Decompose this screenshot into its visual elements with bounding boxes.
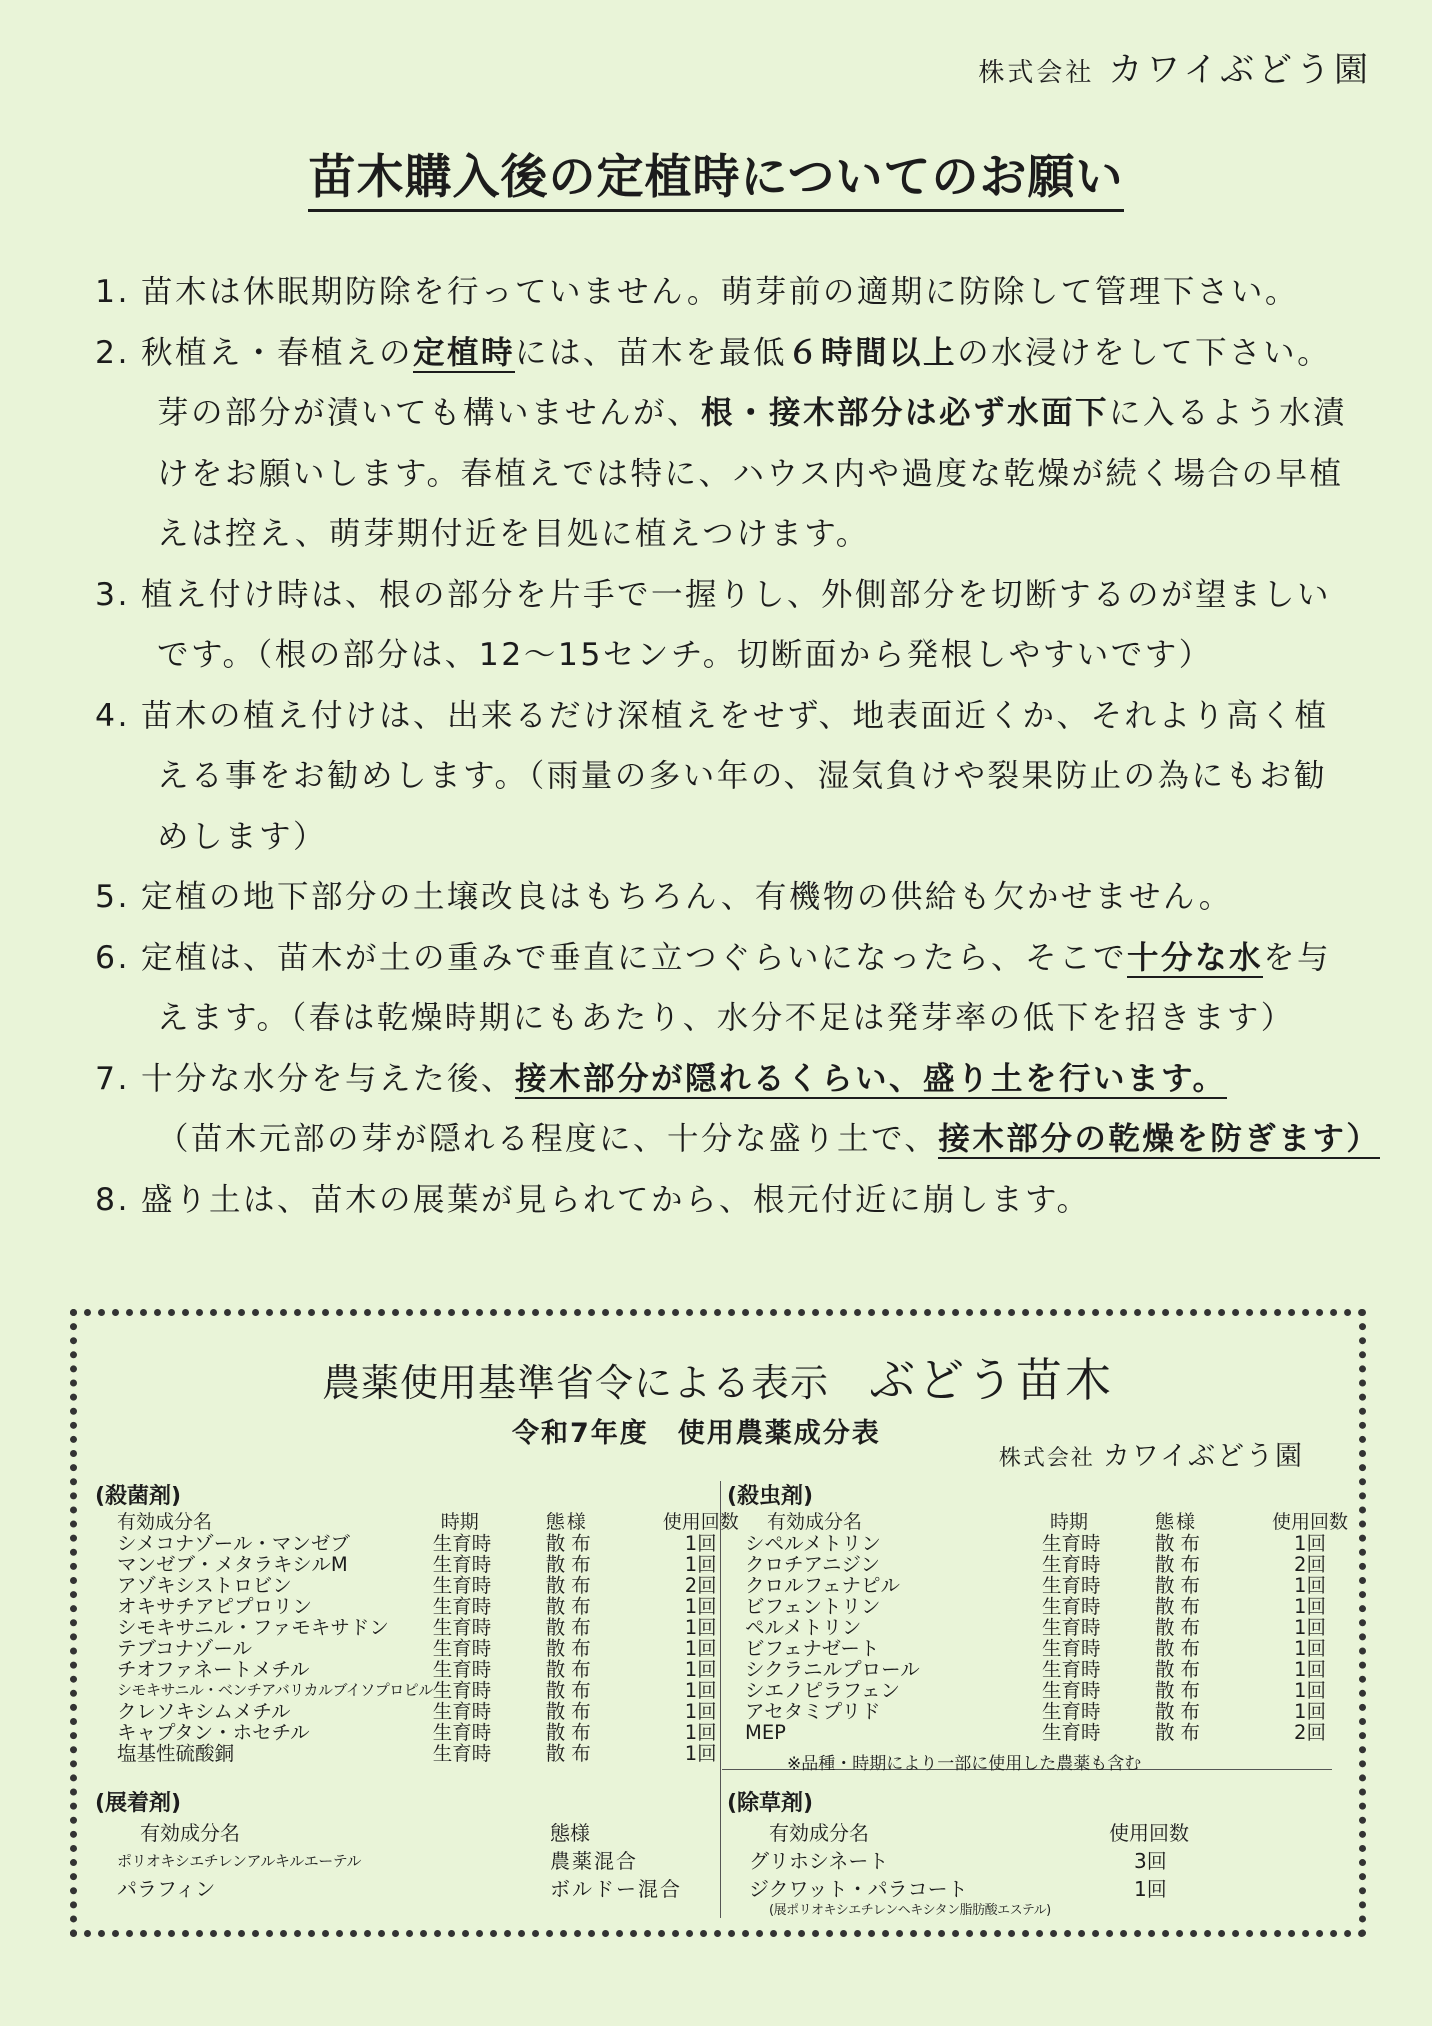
table-row (95, 1659, 746, 1680)
table-row (727, 1659, 1355, 1680)
note-number: 3. (95, 576, 131, 613)
period-cell: 生育時 (432, 1637, 492, 1660)
table-row (95, 1554, 746, 1575)
spreader-table (95, 1819, 690, 1903)
note-line: 苗木の植え付けは、出来るだけ深植えをせず、地表面近くか、それより高く植 (141, 697, 1329, 734)
period-cell: 生育時 (432, 1595, 492, 1618)
company-name-header (978, 42, 1372, 91)
form-cell: 散布 (545, 1742, 597, 1765)
fungicide-table (95, 1512, 746, 1764)
ingredient-cell: MEP (745, 1721, 786, 1744)
form-cell: 散布 (1155, 1658, 1207, 1681)
period-cell: 生育時 (432, 1574, 492, 1597)
insecticide-table (727, 1512, 1355, 1743)
ingredient-cell: クロルフェナピル (745, 1574, 901, 1597)
note-line: 定植は、苗木が土の重みで垂直に立つぐらいになったら、そこで十分な水を与 (141, 939, 1332, 976)
count-cell: 1回 (684, 1700, 717, 1723)
period-cell: 生育時 (1042, 1679, 1101, 1702)
form-cell: 散布 (1155, 1616, 1207, 1639)
note-item (95, 262, 1365, 323)
table-row (95, 1875, 690, 1903)
ingredient-cell: シクラニルプロール (745, 1658, 920, 1681)
form-cell: 散布 (1155, 1574, 1207, 1597)
note-line: 苗木は休眠期防除を行っていません。萌芽前の適期に防除して管理下さい。 (141, 274, 1299, 310)
table-row (727, 1575, 1355, 1596)
ingredient-cell: グリホシネート (749, 1849, 889, 1873)
count-cell: 1回 (684, 1637, 717, 1660)
period-cell: 生育時 (1042, 1658, 1101, 1681)
count-cell: 2回 (684, 1574, 717, 1597)
table-row (95, 1533, 746, 1554)
table-row (727, 1554, 1355, 1575)
form-cell: 散布 (545, 1595, 597, 1618)
note-line: えは控え、萌芽期付近を目処に植えつけます。 (157, 516, 870, 552)
note-item (95, 867, 1365, 928)
form-cell: 散布 (545, 1574, 597, 1597)
spreader-heading: (展着剤) (95, 1791, 182, 1816)
note-line: 定植の地下部分の土壌改良はもちろん、有機物の供給も欠かせません。 (141, 879, 1233, 915)
table-row (95, 1680, 746, 1701)
note-item (95, 1170, 1365, 1231)
form-cell: 散布 (545, 1616, 597, 1639)
table-row (727, 1533, 1355, 1554)
period-cell: 生育時 (432, 1742, 492, 1765)
table-header-row: 有効成分名 使用回数 (769, 1821, 1189, 1845)
table-header-row: 有効成分名 態様 (140, 1821, 590, 1845)
table-row (95, 1617, 746, 1638)
ingredient-cell: チオファネートメチル (117, 1658, 310, 1681)
ingredient-cell: アセタミプリド (745, 1700, 881, 1723)
form-cell: 散布 (545, 1637, 597, 1660)
ingredient-cell: テブコナゾール (117, 1637, 252, 1660)
note-line: めします） (157, 818, 328, 855)
table-header-row: 有効成分名 時期 態様 使用回数 (767, 1511, 1348, 1533)
note-line: です。（根の部分は、12～15センチ。切断面から発根しやすいです） (157, 637, 1213, 673)
note-number: 4. (95, 697, 131, 734)
insecticide-heading: (殺虫剤) (727, 1484, 814, 1509)
herbicide-note: (展ポリオキシエチレンヘキシタン脂肪酸エステル) (769, 1903, 1051, 1918)
herbicide-section (727, 1786, 1249, 1918)
table-row (95, 1596, 746, 1617)
form-cell: 農薬混合 (550, 1849, 638, 1873)
note-line: 十分な水分を与えた後、接木部分が隠れるくらい、盛り土を行います。 (141, 1060, 1227, 1097)
ingredient-cell: ポリオキシエチレンアルキルエーテル (117, 1852, 362, 1870)
count-cell: 1回 (684, 1658, 717, 1681)
period-cell: 生育時 (1042, 1700, 1101, 1723)
period-cell: 生育時 (432, 1658, 492, 1681)
company-name: カワイぶどう園 (1108, 50, 1372, 90)
note-line: けをお願いします。春植えでは特に、ハウス内や過度な乾燥が続く場合の早植 (157, 455, 1344, 492)
count-cell: 1回 (1294, 1700, 1326, 1723)
form-cell: ボルドー混合 (550, 1877, 682, 1901)
ingredient-cell: キャプタン・ホセチル (117, 1721, 310, 1744)
note-line: 盛り土は、苗木の展葉が見られてから、根元付近に崩します。 (141, 1181, 1091, 1218)
count-cell: 2回 (1294, 1553, 1326, 1576)
note-number: 6. (95, 939, 131, 976)
table-row (727, 1596, 1355, 1617)
ingredient-cell: シペルメトリン (745, 1532, 881, 1555)
ingredient-cell: クレソキシムメチル (117, 1700, 291, 1723)
table-row (95, 1638, 746, 1659)
count-cell: 1回 (1294, 1595, 1326, 1618)
ingredient-cell: クロチアニジン (745, 1553, 881, 1576)
period-cell: 生育時 (1042, 1637, 1101, 1660)
table-row (727, 1680, 1355, 1701)
spreader-section (95, 1786, 690, 1903)
ingredient-cell: アゾキシストロビン (117, 1574, 292, 1597)
ingredient-cell: シモキサニル・ファモキサドン (117, 1616, 389, 1639)
ingredient-cell: ペルメトリン (745, 1616, 862, 1639)
note-number: 5. (95, 879, 131, 915)
form-cell: 散布 (545, 1679, 597, 1702)
table-row (95, 1847, 690, 1875)
fungicide-heading: (殺菌剤) (95, 1484, 182, 1509)
form-cell: 散布 (1155, 1700, 1207, 1723)
pesticide-info-box (70, 1309, 1366, 1937)
table-row (727, 1847, 1249, 1875)
ingredient-cell: オキサチアピプロリン (117, 1595, 313, 1618)
page-title: 苗木購入後の定植時についてのお願い (0, 140, 1432, 207)
count-cell: 1回 (1294, 1574, 1326, 1597)
count-cell: 1回 (1294, 1679, 1326, 1702)
table-row (727, 1722, 1355, 1743)
count-cell: 1回 (684, 1679, 717, 1702)
ingredient-cell: ビフェントリン (745, 1595, 881, 1618)
table-row (727, 1701, 1355, 1722)
note-item (95, 686, 1365, 868)
count-cell: 1回 (684, 1595, 717, 1618)
form-cell: 散布 (1155, 1553, 1207, 1576)
count-cell: 1回 (1294, 1616, 1326, 1639)
period-cell: 生育時 (432, 1553, 492, 1576)
note-line: える事をお勧めします。（雨量の多い年の、湿気負けや裂果防止の為にもお勧 (157, 758, 1328, 794)
count-cell: 1回 (1134, 1877, 1167, 1901)
form-cell: 散布 (545, 1553, 597, 1576)
fungicide-section (95, 1479, 746, 1764)
period-cell: 生育時 (432, 1532, 492, 1555)
table-row (95, 1743, 746, 1764)
herbicide-heading: (除草剤) (727, 1791, 814, 1816)
note-item (95, 1049, 1381, 1170)
form-cell: 散布 (1155, 1595, 1207, 1618)
period-cell: 生育時 (1042, 1721, 1101, 1744)
table-row (95, 1701, 746, 1722)
note-item (95, 565, 1365, 686)
count-cell: 1回 (684, 1742, 717, 1765)
form-cell: 散布 (1155, 1637, 1207, 1660)
ingredient-cell: ビフェナゼート (745, 1637, 880, 1660)
table-row (95, 1575, 746, 1596)
note-line: 芽の部分が漬いても構いませんが、根・接木部分は必ず水面下に入るよう水漬 (157, 395, 1348, 431)
herbicide-table (727, 1819, 1249, 1903)
note-line: 植え付け時は、根の部分を片手で一握りし、外側部分を切断するのが望ましい (141, 576, 1332, 613)
period-cell: 生育時 (1042, 1595, 1101, 1618)
count-cell: 1回 (1294, 1637, 1326, 1660)
ingredient-cell: マンゼブ・メタラキシルM (117, 1553, 348, 1576)
count-cell: 1回 (1294, 1532, 1326, 1555)
ingredient-cell: 塩基性硫酸銅 (117, 1742, 235, 1765)
note-number: 8. (95, 1181, 131, 1218)
box-company: 株式会社 カワイぶどう園 (998, 1441, 1304, 1472)
form-cell: 散布 (1155, 1721, 1207, 1744)
ingredient-cell: シメコナゾール・マンゼブ (117, 1532, 350, 1555)
note-number: 2. (95, 334, 131, 371)
count-cell: 3回 (1134, 1849, 1167, 1873)
box-title-product: ぶどう苗木 (869, 1353, 1114, 1407)
form-cell: 散布 (1155, 1532, 1207, 1555)
period-cell: 生育時 (432, 1700, 492, 1723)
form-cell: 散布 (545, 1658, 597, 1681)
box-title: 農薬使用基準省令による表示 ぶどう苗木 (321, 1353, 1114, 1407)
insecticide-section (727, 1479, 1355, 1774)
note-item (95, 323, 1365, 565)
form-cell: 散布 (545, 1532, 597, 1555)
notes-list (95, 262, 1381, 1230)
period-cell: 生育時 (1042, 1574, 1101, 1597)
period-cell: 生育時 (432, 1616, 492, 1639)
form-cell: 散布 (1155, 1679, 1207, 1702)
note-number: 1. (95, 274, 131, 310)
note-line: えます。（春は乾燥時期にもあたり、水分不足は発芽率の低下を招きます） (157, 1000, 1295, 1036)
count-cell: 2回 (1294, 1721, 1326, 1744)
count-cell: 1回 (684, 1553, 717, 1576)
box-subtitle: 令和7年度 使用農薬成分表 (512, 1418, 881, 1449)
count-cell: 1回 (1294, 1658, 1326, 1681)
count-cell: 1回 (684, 1721, 717, 1744)
note-line: （苗木元部の芽が隠れる程度に、十分な盛り土で、接木部分の乾燥を防ぎます） (157, 1121, 1381, 1157)
form-cell: 散布 (545, 1721, 597, 1744)
form-cell: 散布 (545, 1700, 597, 1723)
table-row (727, 1638, 1355, 1659)
company-prefix: 株式会社 (978, 58, 1095, 88)
table-row (95, 1722, 746, 1743)
note-line: 秋植え・春植えの定植時には、苗木を最低６時間以上の水浸けをして下さい。 (141, 334, 1332, 371)
ingredient-cell: パラフィン (117, 1877, 216, 1901)
count-cell: 1回 (684, 1532, 717, 1555)
ingredient-cell: シモキサニル・ベンチアバリカルブイソプロピル (117, 1681, 433, 1699)
period-cell: 生育時 (1042, 1616, 1101, 1639)
table-header-row: 有効成分名 時期 態様 使用回数 (117, 1511, 739, 1533)
period-cell: 生育時 (432, 1679, 492, 1702)
table-row (727, 1617, 1355, 1638)
ingredient-cell: ジクワット・パラコート (749, 1877, 968, 1901)
period-cell: 生育時 (1042, 1532, 1101, 1555)
note-number: 7. (95, 1060, 131, 1097)
note-item (95, 928, 1365, 1049)
ingredient-cell: シエノピラフェン (745, 1679, 901, 1702)
count-cell: 1回 (684, 1616, 717, 1639)
insecticide-footnote: ※品種・時期により一部に使用した農薬も含む (787, 1754, 1142, 1774)
period-cell: 生育時 (1042, 1553, 1101, 1576)
period-cell: 生育時 (432, 1721, 492, 1744)
